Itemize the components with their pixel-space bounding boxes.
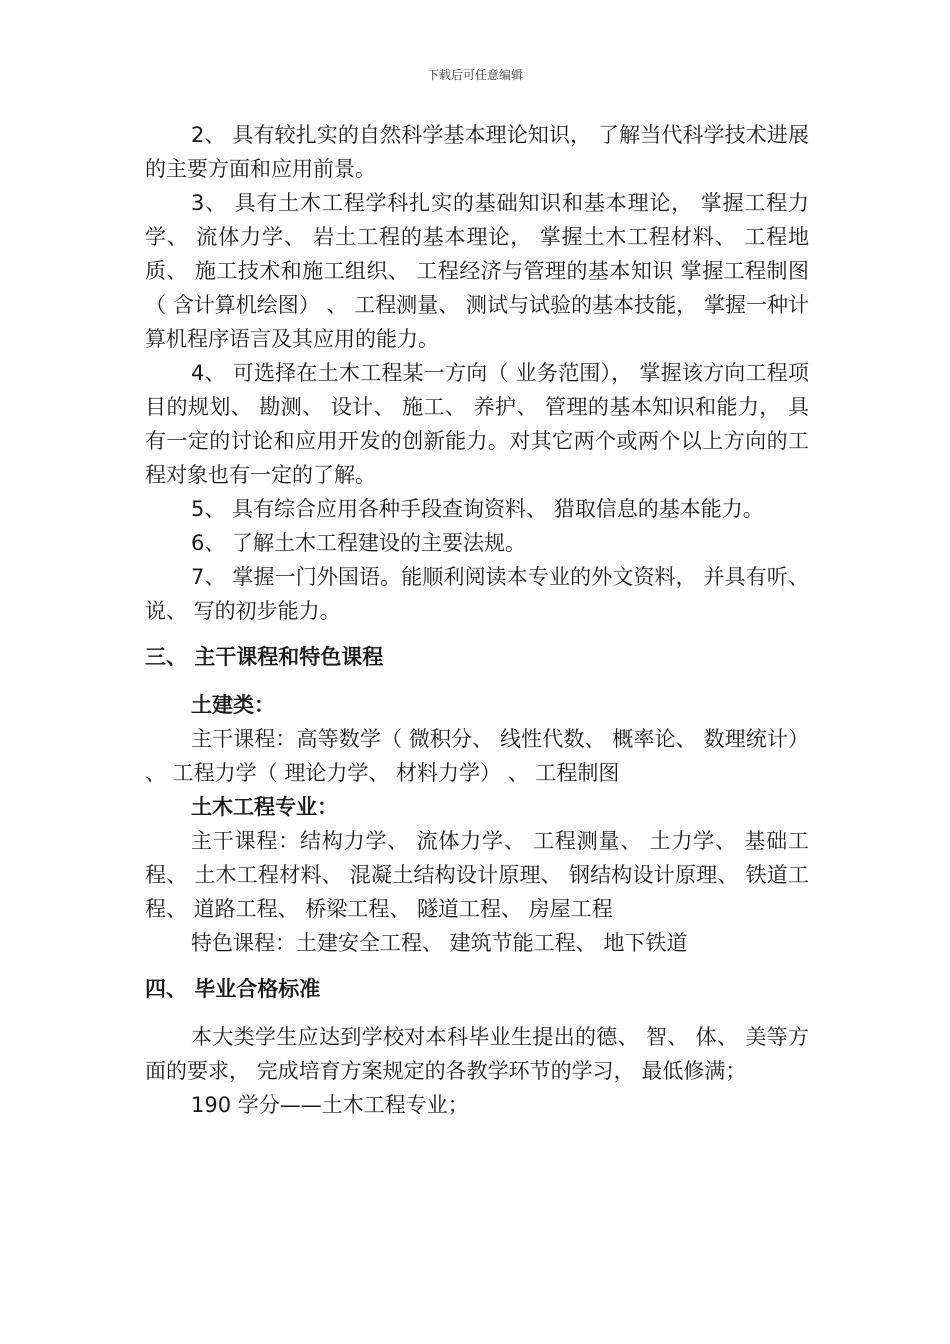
subsection-civil-category: 土建类： bbox=[191, 693, 275, 717]
graduation-requirement: 本大类学生应达到学校对本科毕业生提出的德、 智、 体、 美等方面的要求， 完成培育方案规定的各教学环节的学习， 最低修满； bbox=[145, 1025, 809, 1083]
section-3-heading: 三、 主干课程和特色课程 bbox=[145, 645, 384, 669]
requirement-7: 7、 掌握一门外国语。能顺利阅读本专业的外文资料， 并具有听、 说、 写的初步能力。 bbox=[145, 565, 809, 623]
document-body bbox=[145, 118, 809, 1122]
section-4-heading: 四、 毕业合格标准 bbox=[145, 977, 321, 1001]
civil-category-courses: 主干课程：高等数学（ 微积分、 线性代数、 概率论、 数理统计） 、 工程力学（ 理论力学、 材料力学） 、 工程制图 bbox=[145, 727, 809, 785]
featured-courses: 特色课程：土建安全工程、 建筑节能工程、 地下铁道 bbox=[191, 931, 688, 955]
requirement-6: 6、 了解土木工程建设的主要法规。 bbox=[191, 531, 527, 555]
credit-requirement: 190 学分——土木工程专业； bbox=[191, 1093, 469, 1117]
subsection-civil-engineering-major: 土木工程专业： bbox=[191, 795, 338, 819]
civil-engineering-courses: 主干课程：结构力学、 流体力学、 工程测量、 土力学、 基础工程、 土木工程材料、 混凝土结构设计原理、 钢结构设计原理、 铁道工程、 道路工程、 桥梁工程、 隧道工程、 房屋工程 bbox=[145, 829, 809, 921]
requirement-2: 2、 具有较扎实的自然科学基本理论知识， 了解当代科学技术进展的主要方面和应用前景。 bbox=[145, 123, 809, 181]
requirement-3: 3、 具有土木工程学科扎实的基础知识和基本理论， 掌握工程力学、 流体力学、 岩土工程的基本理论， 掌握土木工程材料、 工程地质、 施工技术和施工组织、 工程经济与管理的基本知识 掌握工程制图（ 含计算机绘图） 、 工程测量、 测试与试验的基本技能， 掌握一种计算机程序语言及其应用的能力。 bbox=[145, 191, 809, 351]
requirement-4: 4、 可选择在土木工程某一方向（ 业务范围）， 掌握该方向工程项目的规划、 勘测、 设计、 施工、 养护、 管理的基本知识和能力， 具有一定的讨论和应用开发的创新能力。对其它两个或两个以上方向的工程对象也有一定的了解。 bbox=[145, 361, 809, 487]
page-header: 下载后可任意编辑 bbox=[426, 68, 523, 82]
requirement-5: 5、 具有综合应用各种手段查询资料、 猎取信息的基本能力。 bbox=[191, 497, 764, 521]
